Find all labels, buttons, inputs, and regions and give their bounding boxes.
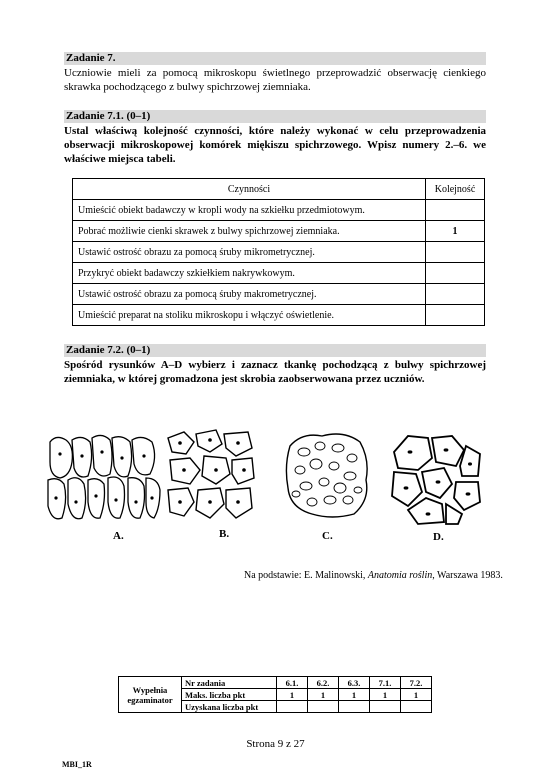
task-number: 6.1. <box>277 677 308 689</box>
activity-cell: Umieścić preparat na stoliku mikroskopu i włączyć oświetlenie. <box>73 305 426 326</box>
table-row <box>73 263 485 284</box>
drawing-label-d: D. <box>433 531 444 543</box>
max-points: 1 <box>370 689 401 701</box>
tissue-drawing-d[interactable] <box>388 432 484 526</box>
task-number: 6.2. <box>308 677 339 689</box>
task71-header: Zadanie 7.1. (0–1) <box>64 110 486 123</box>
activity-cell: Ustawić ostrość obrazu za pomocą śruby makrometrycznej. <box>73 284 426 305</box>
table-row <box>73 284 485 305</box>
examiner-label: Wypełnia egzaminator <box>119 677 182 713</box>
task-number: 6.3. <box>339 677 370 689</box>
obtained-points-label: Uzyskana liczba pkt <box>182 701 277 713</box>
order-table <box>72 178 485 326</box>
activity-cell: Pobrać możliwie cienki skrawek z bulwy spichrzowej ziemniaka. <box>73 221 426 242</box>
max-points: 1 <box>277 689 308 701</box>
task-number: 7.2. <box>401 677 432 689</box>
order-cell[interactable] <box>426 242 485 263</box>
task72-instruction: Spośród rysunków A–D wybierz i zaznacz tkankę pochodzącą z bulwy spichrzowej ziemniaka, w której gromadzona jest skrobia zaobserwowana przez uczniów. <box>64 359 486 385</box>
task71-instruction: Ustal właściwą kolejność czynności, które należy wykonać w celu przeprowadzenia obserwacji mikroskopowej komórek miękiszu spichrzowego. Wpisz numery 2.–6. we właściwe miejsca tabeli. <box>64 125 486 165</box>
max-points: 1 <box>339 689 370 701</box>
source-citation <box>244 570 503 581</box>
max-points: 1 <box>308 689 339 701</box>
order-cell[interactable] <box>426 305 485 326</box>
source-prefix: Na podstawie: E. Malinowski, <box>244 570 368 581</box>
task-number: 7.1. <box>370 677 401 689</box>
page-number: Strona 9 z 27 <box>246 738 305 750</box>
col-activity-header: Czynności <box>73 179 426 200</box>
obtained-points-cell[interactable] <box>308 701 339 713</box>
drawing-label-c: C. <box>322 530 333 542</box>
tissue-drawing-c[interactable] <box>282 428 372 522</box>
activity-cell: Ustawić ostrość obrazu za pomocą śruby mikrometrycznej. <box>73 242 426 263</box>
order-cell: 1 <box>426 221 485 242</box>
col-order-header: Kolejność <box>426 179 485 200</box>
max-points: 1 <box>401 689 432 701</box>
task7-header: Zadanie 7. <box>64 52 486 65</box>
table-row <box>73 200 485 221</box>
table-row <box>73 242 485 263</box>
tissue-drawing-a[interactable] <box>42 432 164 524</box>
drawing-label-a: A. <box>113 530 124 542</box>
obtained-points-cell[interactable] <box>370 701 401 713</box>
tissue-drawing-b[interactable] <box>164 428 256 522</box>
exam-code: MBI_1R <box>62 760 92 769</box>
obtained-points-cell[interactable] <box>401 701 432 713</box>
source-title: Anatomia roślin <box>367 570 433 581</box>
max-points-label: Maks. liczba pkt <box>182 689 277 701</box>
examiner-score-table <box>118 676 432 713</box>
table-row <box>73 221 485 242</box>
order-cell[interactable] <box>426 200 485 221</box>
activity-cell: Umieścić obiekt badawczy w kropli wody na szkiełku przedmiotowym. <box>73 200 426 221</box>
task7-intro: Uczniowie mieli za pomocą mikroskopu świetlnego przeprowadzić obserwację cienkiego skrawka pochodzącego z bulwy spichrzowej ziemniaka. <box>64 67 486 93</box>
table-row <box>73 305 485 326</box>
order-cell[interactable] <box>426 284 485 305</box>
task72-header: Zadanie 7.2. (0–1) <box>64 344 486 357</box>
obtained-points-cell[interactable] <box>277 701 308 713</box>
obtained-points-cell[interactable] <box>339 701 370 713</box>
source-suffix: , Warszawa 1983. <box>432 570 503 581</box>
drawing-label-b: B. <box>219 528 230 540</box>
activity-cell: Przykryć obiekt badawczy szkiełkiem nakrywkowym. <box>73 263 426 284</box>
order-cell[interactable] <box>426 263 485 284</box>
task-number-label: Nr zadania <box>182 677 277 689</box>
